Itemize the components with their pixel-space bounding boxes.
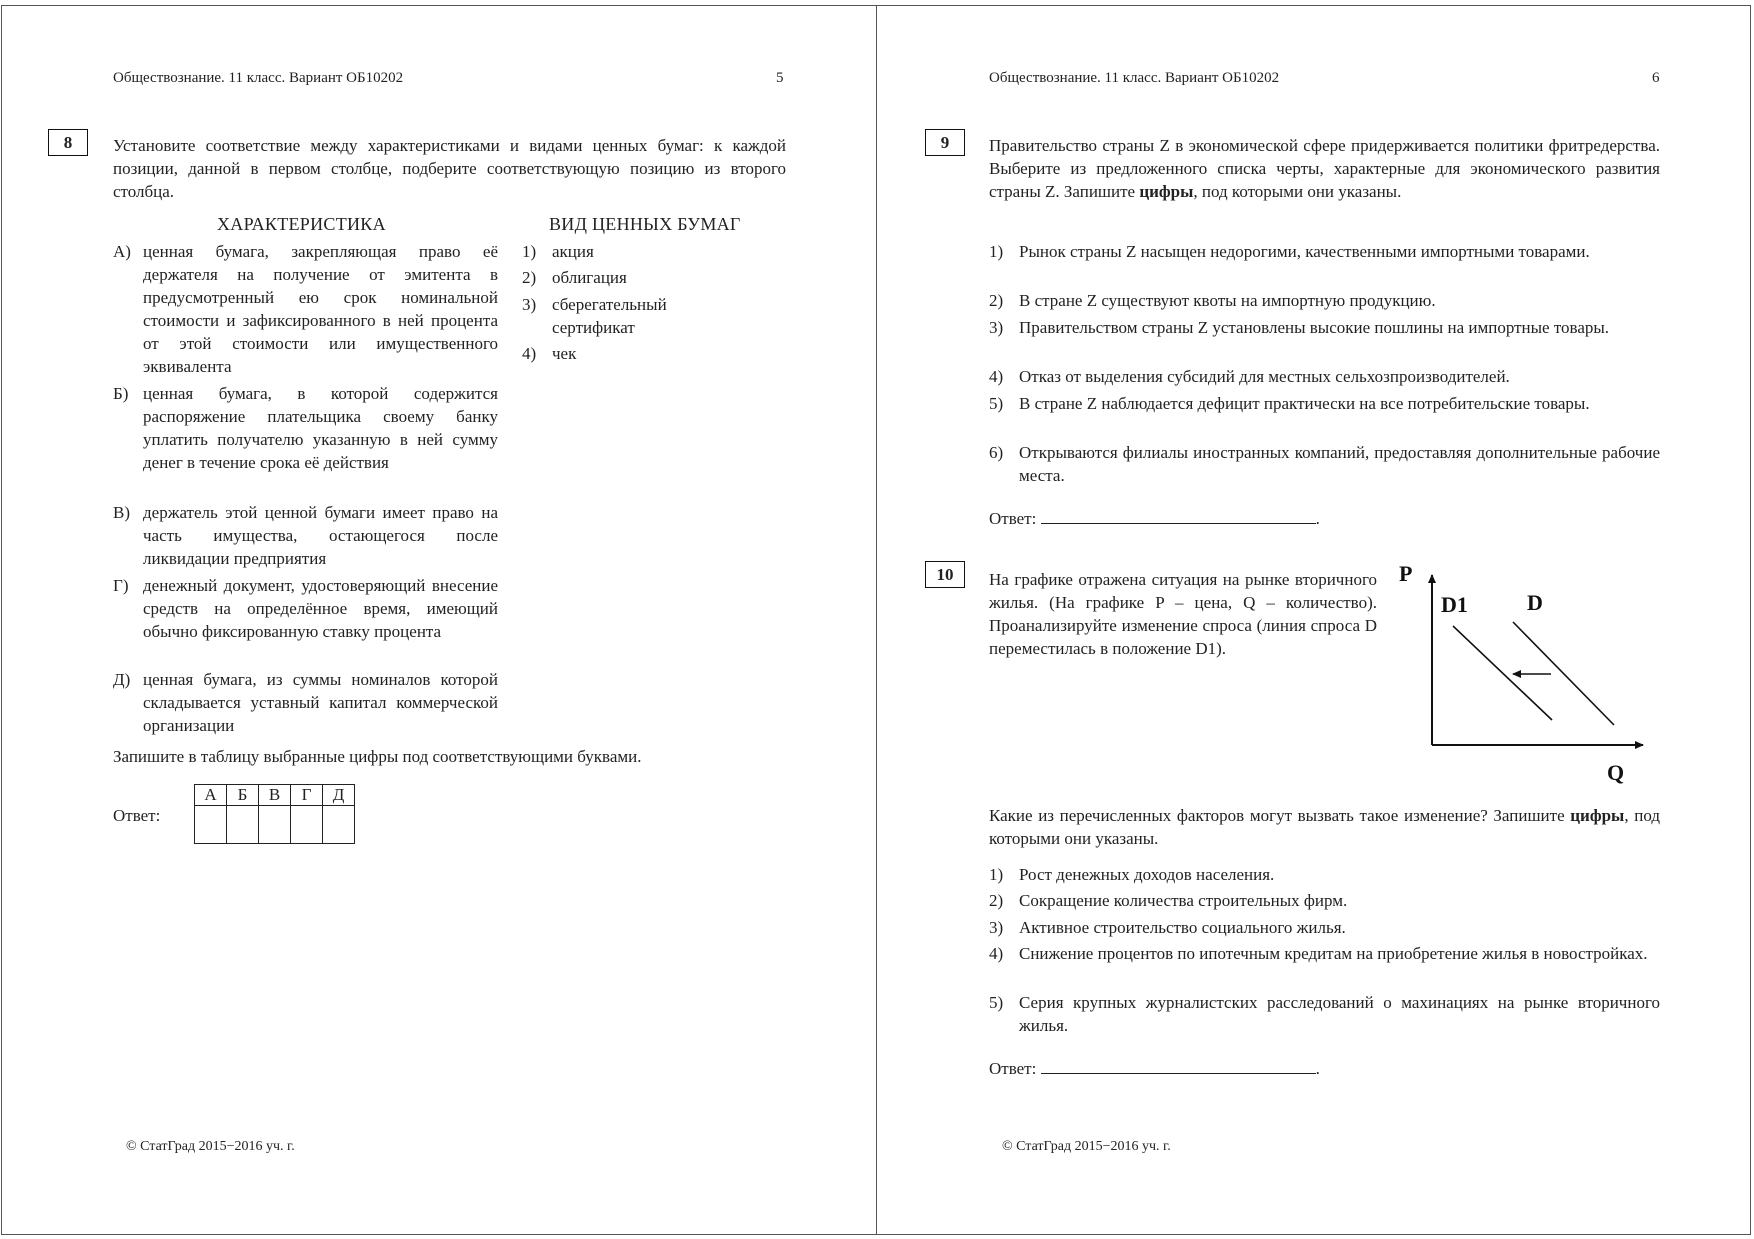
option-number: 5) <box>989 394 1004 413</box>
option-number: 1) <box>989 242 1004 261</box>
question-10-question <box>989 804 1660 850</box>
answer-table-letter: В <box>259 785 291 806</box>
question-9-answer <box>989 507 1320 529</box>
type-text: облигация <box>552 268 627 287</box>
question-9-option-4 <box>989 365 1660 388</box>
question-10-option-4 <box>989 942 1660 965</box>
question-10-answer-line[interactable] <box>1041 1057 1316 1074</box>
question-8-answer-table <box>194 784 355 844</box>
answer-table-letter: Г <box>291 785 323 806</box>
characteristic-letter: Б) <box>113 384 129 403</box>
option-text: Рост денежных доходов населения. <box>1019 865 1275 884</box>
answer-table-letter: А <box>195 785 227 806</box>
question-9-number: 9 <box>925 129 965 156</box>
characteristic-letter: Д) <box>113 670 131 689</box>
answer-table-letter: Б <box>227 785 259 806</box>
answer-cell-v[interactable] <box>259 806 291 844</box>
question-8-answer-label: Ответ: <box>113 806 161 825</box>
option-text: Отказ от выделения субсидий для местных сельхозпроизводителей. <box>1019 367 1510 386</box>
d1-label: D1 <box>1441 592 1468 617</box>
question-9-option-3 <box>989 316 1660 339</box>
characteristic-a <box>113 240 498 378</box>
option-number: 4) <box>989 944 1004 963</box>
question-8-number: 8 <box>48 129 88 156</box>
question-9-option-1 <box>989 240 1660 263</box>
question-8-instruction: Запишите в таблицу выбранные цифры под соответствующими буквами. <box>113 747 642 766</box>
security-type-3 <box>522 293 707 339</box>
question-10-option-2 <box>989 889 1660 912</box>
type-number: 1) <box>522 242 537 261</box>
question-9-option-5 <box>989 392 1660 415</box>
option-text: Правительством страны Z установлены высокие пошлины на импортные товары. <box>1019 318 1610 337</box>
question-10-answer-label: Ответ: <box>989 1059 1037 1078</box>
option-number: 6) <box>989 443 1004 462</box>
characteristic-d <box>113 668 498 737</box>
question-9-option-2 <box>989 289 1660 312</box>
option-number: 2) <box>989 891 1004 910</box>
type-text: сберегательный сертификат <box>552 295 667 337</box>
characteristic-b <box>113 382 498 474</box>
question-10-option-3 <box>989 916 1660 939</box>
option-text: Открываются филиалы иностранных компаний, предоставляя дополнительные рабочие места. <box>1019 443 1660 485</box>
security-type-1 <box>522 240 722 263</box>
question-10-question-bold: цифры <box>1570 806 1625 825</box>
characteristic-text: ценная бумага, из суммы номиналов которой складывается уставный капитал коммерческой организации <box>143 670 498 735</box>
option-text: Активное строительство социального жилья. <box>1019 918 1346 937</box>
answer-cell-g[interactable] <box>291 806 323 844</box>
security-type-4 <box>522 342 722 365</box>
characteristic-text: ценная бумага, в которой содержится распоряжение плательщика своему банку уплатить получателю указанную в ней сумму денег в течение срока её действия <box>143 384 498 472</box>
question-9-answer-label: Ответ: <box>989 509 1037 528</box>
demand-curve-d1 <box>1453 626 1552 720</box>
characteristic-v <box>113 501 498 570</box>
question-10-number: 10 <box>925 561 965 588</box>
question-10-option-5 <box>989 991 1660 1037</box>
question-10-question-text: Какие из перечисленных факторов могут вызвать такое изменение? Запишите <box>989 806 1571 825</box>
characteristic-letter: Г) <box>113 576 129 595</box>
question-10-answer <box>989 1057 1320 1079</box>
option-text: Снижение процентов по ипотечным кредитам на приобретение жилья в новостройках. <box>1019 944 1648 963</box>
option-number: 2) <box>989 291 1004 310</box>
question-9-option-6 <box>989 441 1660 487</box>
right-header-title: Обществознание. 11 класс. Вариант ОБ10202 <box>989 70 1280 86</box>
question-9-intro-bold: цифры <box>1139 182 1194 201</box>
q-axis-label: Q <box>1607 760 1625 785</box>
option-number: 1) <box>989 865 1004 884</box>
d-label: D <box>1527 590 1543 615</box>
answer-cell-d[interactable] <box>323 806 355 844</box>
answer-cell-a[interactable] <box>195 806 227 844</box>
characteristic-text: ценная бумага, закрепляющая право её держателя на получение от эмитента в предусмотренный ею срок номинальной стоимости и зафиксированного в ней процента от этой стоимости или имущественного эквивалента <box>143 242 498 376</box>
option-number: 4) <box>989 367 1004 386</box>
security-types-heading: ВИД ЦЕННЫХ БУМАГ <box>549 214 741 234</box>
security-type-2 <box>522 266 722 289</box>
question-10-question-end: , под которыми они указаны. <box>989 806 1660 848</box>
characteristic-letter: А) <box>113 242 131 261</box>
question-10-intro: На графике отражена ситуация на рынке вторичного жилья. (На графике P – цена, Q – количество). Проанализируйте изменение спроса (линия спроса D переместилась в положение D1). <box>989 570 1377 658</box>
option-number: 3) <box>989 318 1004 337</box>
left-footer: © СтатГрад 2015−2016 уч. г. <box>126 1139 295 1154</box>
type-number: 2) <box>522 268 537 287</box>
question-9-intro-end: , под которыми они указаны. <box>1193 182 1402 201</box>
left-page-number: 5 <box>776 70 784 86</box>
p-axis-label: P <box>1399 562 1413 586</box>
option-text: Сокращение количества строительных фирм. <box>1019 891 1348 910</box>
question-8-intro: Установите соответствие между характеристиками и видами ценных бумаг: к каждой позиции, данной в первом столбце, подберите соответствующую позицию из второго столбца. <box>113 136 786 201</box>
type-text: чек <box>552 344 577 363</box>
characteristic-text: держатель этой ценной бумаги имеет право на часть имущества, остающегося после ликвидации предприятия <box>143 503 498 568</box>
option-text: В стране Z наблюдается дефицит практически на все потребительские товары. <box>1019 394 1590 413</box>
answer-table-letter: Д <box>323 785 355 806</box>
right-footer: © СтатГрад 2015−2016 уч. г. <box>1002 1139 1171 1154</box>
characteristic-text: денежный документ, удостоверяющий внесение средств на определённое время, имеющий обычно фиксированную ставку процента <box>143 576 498 641</box>
question-10-answer-end: . <box>1315 1059 1320 1078</box>
type-number: 4) <box>522 344 537 363</box>
question-9-intro-text: Правительство страны Z в экономической сфере придерживается политики фритредерства. Выберите из предложенного списка черты, характерные для экономического развития страны Z. Запишите <box>989 136 1660 201</box>
characteristic-letter: В) <box>113 503 130 522</box>
option-text: В стране Z существуют квоты на импортную продукцию. <box>1019 291 1436 310</box>
question-9-answer-end: . <box>1315 509 1320 528</box>
type-text: акция <box>552 242 594 261</box>
answer-cell-b[interactable] <box>227 806 259 844</box>
question-9-answer-line[interactable] <box>1041 507 1316 524</box>
option-text: Серия крупных журналистских расследований о махинациях на рынке вторичного жилья. <box>1019 993 1660 1035</box>
right-page-number: 6 <box>1652 70 1660 86</box>
demand-shift-graph <box>1390 562 1655 787</box>
option-text: Рынок страны Z насыщен недорогими, качественными импортными товарами. <box>1019 242 1590 261</box>
option-number: 5) <box>989 993 1004 1012</box>
question-9-intro <box>989 134 1660 203</box>
characteristics-heading: ХАРАКТЕРИСТИКА <box>217 214 386 234</box>
left-header-title: Обществознание. 11 класс. Вариант ОБ10202 <box>113 70 404 86</box>
option-number: 3) <box>989 918 1004 937</box>
question-10-option-1 <box>989 863 1660 886</box>
type-number: 3) <box>522 295 537 314</box>
characteristic-g <box>113 574 498 643</box>
page-divider <box>876 5 877 1235</box>
